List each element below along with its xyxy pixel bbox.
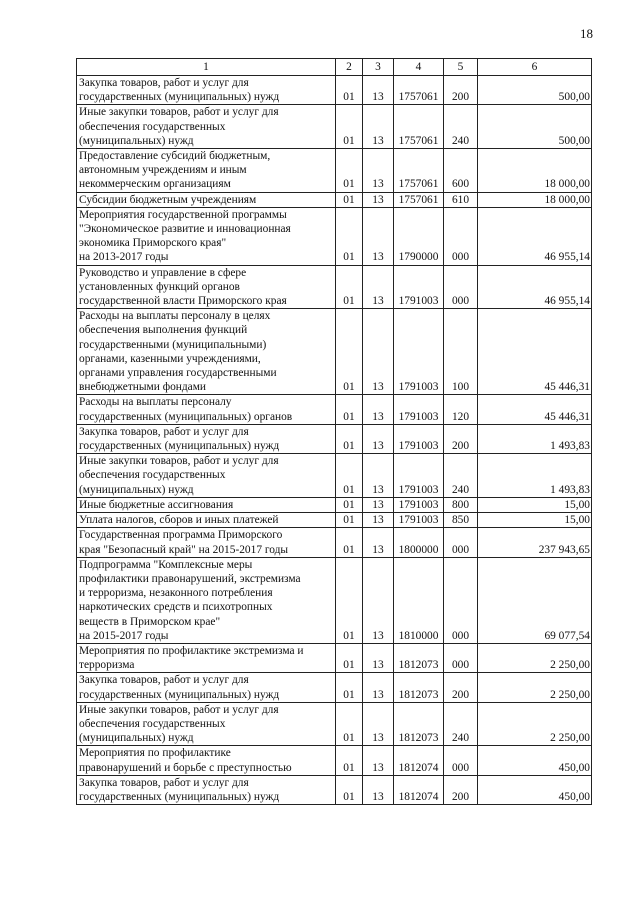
row-name-cell: [77, 424, 336, 453]
expense-type-cell: 610: [444, 192, 478, 207]
table-row: [77, 497, 592, 512]
table-row: [77, 513, 592, 528]
row-name-line: экономика Приморского края": [79, 237, 227, 250]
amount-cell: 18 000,00: [478, 149, 592, 193]
table-row: [77, 746, 592, 775]
subsection-code-cell: 13: [363, 673, 394, 702]
target-code-cell: 1791003: [394, 395, 444, 424]
section-code-cell: 01: [336, 513, 363, 528]
row-name-cell: [77, 528, 336, 557]
target-code-cell: 1757061: [394, 76, 444, 105]
row-name-cell: [77, 265, 336, 309]
row-name-line: Закупка товаров, работ и услуг для: [79, 77, 249, 89]
expense-type-cell: 240: [444, 702, 478, 746]
page-number: 18: [580, 26, 593, 41]
section-code-cell: 01: [336, 395, 363, 424]
target-code-cell: 1812073: [394, 643, 444, 672]
row-name-line: Закупка товаров, работ и услуг для: [79, 425, 249, 438]
target-code-cell: 1791003: [394, 265, 444, 309]
section-code-cell: 01: [336, 557, 363, 643]
target-code-cell: 1810000: [394, 557, 444, 643]
expense-type-cell: 100: [444, 309, 478, 395]
target-code-cell: 1757061: [394, 149, 444, 193]
subsection-code-cell: 13: [363, 265, 394, 309]
section-code-cell: 01: [336, 702, 363, 746]
row-name-line: Подпрограмма "Комплексные меры: [79, 558, 253, 571]
amount-cell: 2 250,00: [478, 643, 592, 672]
row-name-line: автономным учреждениям и иным: [79, 164, 247, 177]
header-cell: 4: [394, 59, 444, 76]
section-code-cell: 01: [336, 192, 363, 207]
target-code-cell: 1812073: [394, 702, 444, 746]
row-name-line: государственных (муниципальных) нужд: [79, 91, 280, 104]
expense-type-cell: 600: [444, 149, 478, 193]
target-code-cell: 1791003: [394, 454, 444, 498]
row-name-line: Предоставление субсидий бюджетным,: [79, 150, 271, 163]
subsection-code-cell: 13: [363, 528, 394, 557]
subsection-code-cell: 13: [363, 149, 394, 193]
subsection-code-cell: 13: [363, 775, 394, 804]
section-code-cell: 01: [336, 149, 363, 193]
expense-type-cell: 200: [444, 76, 478, 105]
table-row: [77, 395, 592, 424]
row-name-cell: [77, 513, 336, 528]
row-name-line: Иные бюджетные ассигнования: [79, 498, 234, 511]
subsection-code-cell: 13: [363, 557, 394, 643]
amount-cell: 46 955,14: [478, 265, 592, 309]
amount-cell: 45 446,31: [478, 395, 592, 424]
amount-cell: 500,00: [478, 76, 592, 105]
subsection-code-cell: 13: [363, 454, 394, 498]
section-code-cell: 01: [336, 643, 363, 672]
row-name-line: профилактики правонарушений, экстремизма: [79, 572, 301, 585]
amount-cell: 45 446,31: [478, 309, 592, 395]
section-code-cell: 01: [336, 528, 363, 557]
section-code-cell: 01: [336, 309, 363, 395]
amount-cell: 450,00: [478, 775, 592, 804]
expense-type-cell: 000: [444, 528, 478, 557]
row-name-line: обеспечения государственных: [79, 717, 226, 730]
expense-type-cell: 850: [444, 513, 478, 528]
row-name-line: Мероприятия по профилактике: [79, 747, 231, 760]
table-row: [77, 454, 592, 498]
row-name-line: государственных (муниципальных) органов: [79, 410, 293, 423]
header-cell: 6: [478, 59, 592, 76]
row-name-cell: [77, 395, 336, 424]
amount-cell: 1 493,83: [478, 424, 592, 453]
row-name-line: Государственная программа Приморского: [79, 529, 283, 542]
section-code-cell: 01: [336, 746, 363, 775]
budget-table: [76, 58, 592, 805]
row-name-cell: [77, 454, 336, 498]
row-name-line: обеспечения государственных: [79, 120, 226, 133]
row-name-cell: [77, 105, 336, 149]
row-name-line: обеспечения государственных: [79, 469, 226, 482]
amount-cell: 2 250,00: [478, 673, 592, 702]
subsection-code-cell: 13: [363, 207, 394, 265]
row-name-line: и терроризма, незаконного потребления: [79, 587, 273, 600]
row-name-line: государственных (муниципальных) нужд: [79, 440, 280, 453]
row-name-line: органами, казенными учреждениями,: [79, 352, 261, 365]
expense-type-cell: 120: [444, 395, 478, 424]
subsection-code-cell: 13: [363, 395, 394, 424]
target-code-cell: 1791003: [394, 424, 444, 453]
table-row: [77, 192, 592, 207]
section-code-cell: 01: [336, 424, 363, 453]
section-code-cell: 01: [336, 265, 363, 309]
row-name-line: Иные закупки товаров, работ и услуг для: [79, 455, 279, 468]
target-code-cell: 1791003: [394, 513, 444, 528]
target-code-cell: 1791003: [394, 309, 444, 395]
expense-type-cell: 200: [444, 673, 478, 702]
amount-cell: 15,00: [478, 513, 592, 528]
subsection-code-cell: 13: [363, 643, 394, 672]
row-name-line: Мероприятия государственной программы: [79, 208, 287, 221]
amount-cell: 500,00: [478, 105, 592, 149]
table-row: [77, 702, 592, 746]
table-row: [77, 105, 592, 149]
row-name-line: обеспечения выполнения функций: [79, 324, 248, 337]
table-row: [77, 673, 592, 702]
header-cell: 5: [444, 59, 478, 76]
subsection-code-cell: 13: [363, 192, 394, 207]
amount-cell: 15,00: [478, 497, 592, 512]
row-name-line: установленных функций органов: [79, 280, 240, 293]
row-name-line: Мероприятия по профилактике экстремизма и: [79, 644, 304, 657]
expense-type-cell: 240: [444, 105, 478, 149]
amount-cell: 69 077,54: [478, 557, 592, 643]
table-row: [77, 424, 592, 453]
target-code-cell: 1812074: [394, 746, 444, 775]
row-name-cell: [77, 557, 336, 643]
row-name-line: наркотических средств и психотропных: [79, 601, 273, 614]
row-name-line: (муниципальных) нужд: [79, 134, 194, 147]
subsection-code-cell: 13: [363, 497, 394, 512]
subsection-code-cell: 13: [363, 424, 394, 453]
row-name-line: веществ в Приморском крае": [79, 615, 221, 628]
row-name-line: Расходы на выплаты персоналу: [79, 396, 232, 409]
table-header-row: [77, 59, 592, 76]
row-name-line: на 2013-2017 годы: [79, 251, 169, 264]
subsection-code-cell: 13: [363, 513, 394, 528]
section-code-cell: 01: [336, 454, 363, 498]
row-name-line: Закупка товаров, работ и услуг для: [79, 674, 249, 687]
table-row: [77, 309, 592, 395]
expense-type-cell: 240: [444, 454, 478, 498]
target-code-cell: 1812074: [394, 775, 444, 804]
section-code-cell: 01: [336, 673, 363, 702]
subsection-code-cell: 13: [363, 702, 394, 746]
expense-type-cell: 000: [444, 265, 478, 309]
row-name-line: государственной власти Приморского края: [79, 295, 287, 308]
row-name-line: Закупка товаров, работ и услуг для: [79, 776, 249, 789]
row-name-cell: [77, 497, 336, 512]
row-name-cell: [77, 702, 336, 746]
row-name-line: Иные закупки товаров, работ и услуг для: [79, 703, 279, 716]
amount-cell: 18 000,00: [478, 192, 592, 207]
row-name-line: органами управления государственными: [79, 367, 277, 380]
expense-type-cell: 200: [444, 424, 478, 453]
row-name-cell: [77, 673, 336, 702]
row-name-line: Руководство и управление в сфере: [79, 266, 247, 279]
expense-type-cell: 000: [444, 557, 478, 643]
table-row: [77, 528, 592, 557]
row-name-cell: [77, 746, 336, 775]
row-name-line: края "Безопасный край" на 2015-2017 годы: [79, 543, 289, 556]
row-name-line: Уплата налогов, сборов и иных платежей: [79, 514, 279, 527]
table-row: [77, 643, 592, 672]
row-name-cell: [77, 207, 336, 265]
amount-cell: 46 955,14: [478, 207, 592, 265]
row-name-cell: [77, 775, 336, 804]
expense-type-cell: 000: [444, 643, 478, 672]
row-name-cell: [77, 309, 336, 395]
amount-cell: 450,00: [478, 746, 592, 775]
expense-type-cell: 000: [444, 746, 478, 775]
row-name-line: некоммерческим организациям: [79, 178, 231, 191]
subsection-code-cell: 13: [363, 746, 394, 775]
subsection-code-cell: 13: [363, 76, 394, 105]
row-name-cell: [77, 192, 336, 207]
section-code-cell: 01: [336, 207, 363, 265]
section-code-cell: 01: [336, 775, 363, 804]
row-name-line: внебюджетными фондами: [79, 381, 207, 394]
section-code-cell: 01: [336, 497, 363, 512]
row-name-cell: [77, 149, 336, 193]
row-name-line: государственными (муниципальными): [79, 338, 267, 351]
amount-cell: 1 493,83: [478, 454, 592, 498]
row-name-line: государственных (муниципальных) нужд: [79, 790, 280, 803]
table-row: [77, 149, 592, 193]
row-name-line: (муниципальных) нужд: [79, 732, 194, 745]
section-code-cell: 01: [336, 76, 363, 105]
row-name-line: правонарушений и борьбе с преступностью: [79, 761, 292, 774]
expense-type-cell: 800: [444, 497, 478, 512]
target-code-cell: 1800000: [394, 528, 444, 557]
expense-type-cell: 000: [444, 207, 478, 265]
target-code-cell: 1790000: [394, 207, 444, 265]
section-code-cell: 01: [336, 105, 363, 149]
row-name-line: терроризма: [79, 659, 135, 672]
table-row: [77, 76, 592, 105]
row-name-cell: [77, 76, 336, 105]
target-code-cell: 1791003: [394, 497, 444, 512]
expense-type-cell: 200: [444, 775, 478, 804]
table-row: [77, 557, 592, 643]
subsection-code-cell: 13: [363, 309, 394, 395]
row-name-cell: [77, 643, 336, 672]
amount-cell: 237 943,65: [478, 528, 592, 557]
row-name-line: государственных (муниципальных) нужд: [79, 688, 280, 701]
target-code-cell: 1757061: [394, 105, 444, 149]
header-cell: 3: [363, 59, 394, 76]
table-row: [77, 775, 592, 804]
row-name-line: (муниципальных) нужд: [79, 483, 194, 496]
row-name-line: Субсидии бюджетным учреждениям: [79, 193, 257, 206]
table-row: [77, 265, 592, 309]
row-name-line: на 2015-2017 годы: [79, 629, 169, 642]
row-name-line: Иные закупки товаров, работ и услуг для: [79, 106, 279, 119]
row-name-line: "Экономическое развитие и инновационная: [79, 223, 291, 236]
table-row: [77, 207, 592, 265]
row-name-line: Расходы на выплаты персоналу в целях: [79, 310, 271, 323]
header-cell: 1: [77, 59, 336, 76]
subsection-code-cell: 13: [363, 105, 394, 149]
target-code-cell: 1812073: [394, 673, 444, 702]
target-code-cell: 1757061: [394, 192, 444, 207]
amount-cell: 2 250,00: [478, 702, 592, 746]
header-cell: 2: [336, 59, 363, 76]
